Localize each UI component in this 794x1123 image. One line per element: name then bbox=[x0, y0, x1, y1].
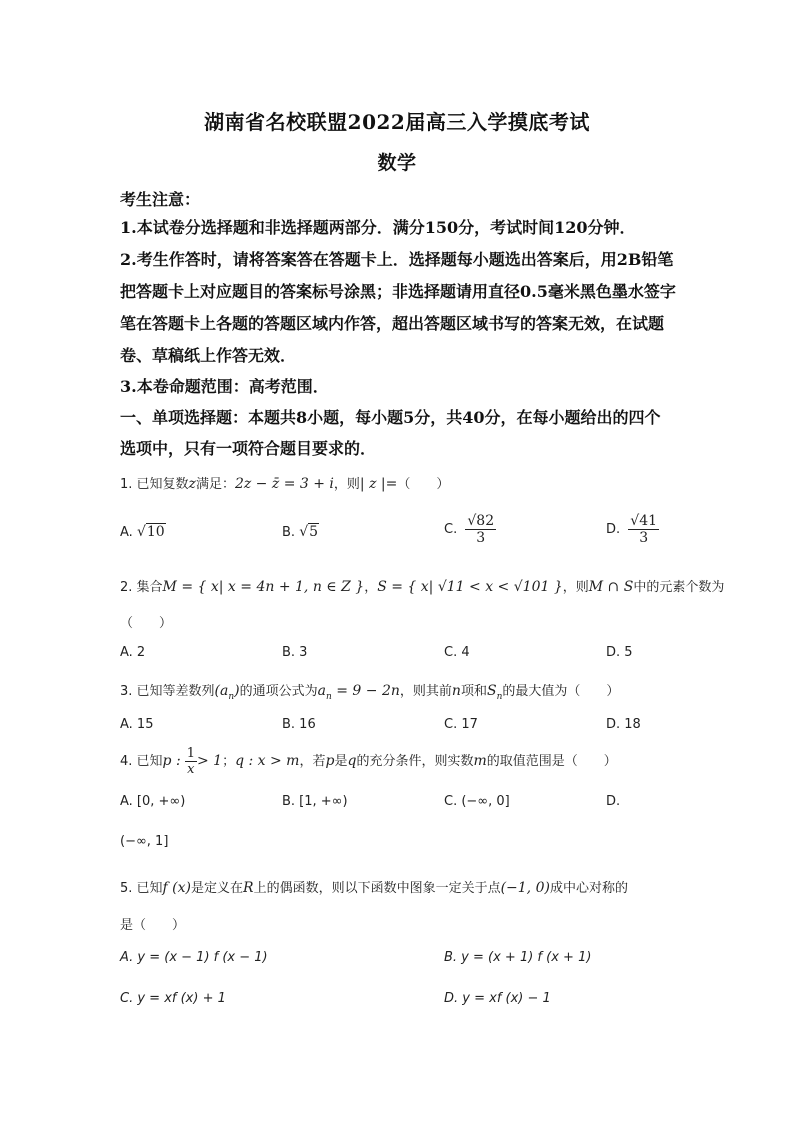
q2-option-c[interactable]: C. 4 bbox=[444, 645, 470, 660]
q4-option-d[interactable]: D. bbox=[606, 794, 621, 809]
set-s: S = { x| √11 < x < √101 } bbox=[377, 579, 563, 595]
denominator: 3 bbox=[476, 530, 486, 546]
var-z: z bbox=[188, 476, 196, 492]
radicand: 10 bbox=[146, 524, 165, 540]
q4-option-c[interactable]: C. (−∞, 0] bbox=[444, 794, 510, 809]
sub-n: n bbox=[496, 691, 503, 702]
q1-option-a[interactable] bbox=[120, 524, 166, 540]
q5-option-b[interactable]: B. y = (x + 1) f (x + 1) bbox=[444, 950, 592, 965]
option-label: A. bbox=[120, 525, 133, 540]
domain-r: R bbox=[243, 880, 254, 896]
q4-stem-text: 的充分条件，则实数 bbox=[356, 754, 474, 769]
q5-stem-text: 是定义在 bbox=[191, 881, 244, 896]
numerator: 1 bbox=[186, 746, 195, 761]
q4-stem bbox=[120, 746, 617, 777]
q1-equation: 2z − z̄ = 3 + i bbox=[234, 476, 334, 492]
q4-stem-text: ； bbox=[222, 754, 236, 769]
notice-item-2-line-1: 2.考生作答时，请将答案答在答题卡上．选择题每小题选出答案后，用2B铅笔 bbox=[120, 250, 674, 269]
q4-option-d-value[interactable]: (−∞, 1] bbox=[120, 834, 169, 849]
q3-stem bbox=[120, 680, 619, 702]
var-m: m bbox=[473, 753, 487, 769]
q5-stem-text: 成中心对称的 bbox=[549, 881, 628, 896]
q4-stem-text: ，若 bbox=[299, 754, 326, 769]
q4-stem-text: 的取值范围是（ ） bbox=[486, 754, 617, 769]
q2-option-a[interactable]: A. 2 bbox=[120, 645, 146, 660]
radicand: 5 bbox=[309, 524, 319, 540]
q1-paren: （ ） bbox=[397, 477, 450, 492]
var-p: p : bbox=[162, 753, 181, 769]
sum-sn: $S_n$ bbox=[486, 683, 503, 702]
numerator: √82 bbox=[467, 513, 495, 529]
q5-stem-text: 5. 已知 bbox=[120, 881, 163, 896]
q3-stem-text: ，则其前 bbox=[399, 684, 452, 699]
q1-option-c[interactable] bbox=[444, 513, 496, 546]
var-n: n bbox=[451, 683, 461, 699]
sqrt: √10 bbox=[136, 524, 165, 540]
general-term: $a_n = 9 - 2n$ bbox=[317, 683, 400, 702]
sqrt: √5 bbox=[299, 524, 319, 540]
option-label: C. bbox=[444, 522, 458, 537]
denominator: x bbox=[187, 762, 195, 777]
q3-stem-text: 的最大值为（ ） bbox=[502, 684, 620, 699]
intersection: M ∩ S bbox=[588, 579, 634, 595]
var-p: p bbox=[325, 753, 335, 769]
notice-item-2-line-3: 笔在答题卡上各题的答题区域内作答，超出答题区域书写的答案无效，在试题 bbox=[120, 314, 665, 333]
q2-stem-text: 中的元素个数为 bbox=[633, 580, 725, 595]
sub-n: n bbox=[326, 691, 332, 702]
q3-option-a[interactable]: A. 15 bbox=[120, 717, 154, 732]
q3-stem-text: 项和 bbox=[460, 684, 487, 699]
radicand: 41 bbox=[639, 513, 658, 529]
exam-title: 湖南省名校联盟2022届高三入学摸底考试 bbox=[204, 110, 590, 134]
q2-stem-text: 2. 集合 bbox=[120, 580, 163, 595]
radicand: 82 bbox=[476, 513, 495, 529]
numerator: √41 bbox=[630, 513, 658, 529]
notice-item-2-line-2: 把答题卡上对应题目的答案标号涂黑；非选择题请用直径0.5毫米黑色墨水签字 bbox=[120, 282, 676, 301]
q1-abs: | z |= bbox=[359, 476, 398, 492]
function-f: f (x) bbox=[162, 880, 191, 896]
var-q: q bbox=[347, 753, 357, 769]
q3-option-b[interactable]: B. 16 bbox=[282, 717, 316, 732]
q4-stem-text: 是 bbox=[334, 754, 348, 769]
q3-stem-text: 的通项公式为 bbox=[239, 684, 318, 699]
p-definition: > 1 bbox=[196, 753, 223, 769]
q1-stem-text: 满足： bbox=[195, 477, 235, 492]
q2-stem-text: ，则 bbox=[562, 580, 589, 595]
sub-n: n bbox=[228, 691, 235, 702]
q5-stem-cont: 是（ ） bbox=[120, 918, 186, 933]
formula: = 9 − 2n bbox=[336, 683, 400, 699]
denominator: 3 bbox=[639, 530, 649, 546]
center-point: (−1, 0) bbox=[500, 880, 550, 896]
q2-stem: 2. 集合M = { x| x = 4n + 1, n ∈ Z }，S = { x| √11 < x < √101 }，则M ∩ S中的元素个数为 bbox=[120, 579, 725, 595]
q5-stem-text: 上的偶函数，则以下函数中图象一定关于点 bbox=[253, 881, 501, 896]
q4-stem-text: 4. 已知 bbox=[120, 754, 163, 769]
subject-title: 数学 bbox=[377, 152, 417, 174]
option-label: D. bbox=[606, 522, 621, 537]
q4-option-b[interactable]: B. [1, +∞) bbox=[282, 794, 348, 809]
q2-paren: （ ） bbox=[120, 616, 173, 631]
q2-option-b[interactable]: B. 3 bbox=[282, 645, 308, 660]
q3-stem-text: 3. 已知等差数列 bbox=[120, 684, 215, 699]
notice-item-1: 1.本试卷分选择题和非选择题两部分．满分150分，考试时间120分钟． bbox=[120, 218, 636, 237]
q5-stem bbox=[120, 877, 628, 896]
option-label: B. bbox=[282, 525, 296, 540]
sequence: $(a_n)$ bbox=[214, 683, 240, 702]
q1-stem-text: 1. 已知复数 bbox=[120, 477, 189, 492]
q1-option-d[interactable] bbox=[606, 513, 659, 546]
q-definition: q : x > m bbox=[235, 753, 300, 769]
q2-option-d[interactable]: D. 5 bbox=[606, 645, 633, 660]
fraction bbox=[185, 746, 197, 777]
q1-stem-text: ，则 bbox=[333, 477, 360, 492]
notice-item-2-line-4: 卷、草稿纸上作答无效． bbox=[120, 346, 297, 365]
notice-item-3: 3.本卷命题范围：高考范围． bbox=[120, 377, 329, 396]
seq-open: (a bbox=[214, 683, 229, 699]
section-1-line-2: 选项中，只有一项符合题目要求的． bbox=[120, 439, 377, 458]
fraction bbox=[465, 513, 496, 546]
section-1-line-1: 一、单项选择题：本题共8小题，每小题5分，共40分，在每小题给出的四个 bbox=[120, 408, 661, 427]
q5-option-c[interactable]: C. y = xf (x) + 1 bbox=[120, 991, 226, 1006]
q3-option-c[interactable]: C. 17 bbox=[444, 717, 478, 732]
q1-stem bbox=[120, 473, 449, 492]
q1-option-b[interactable] bbox=[282, 524, 319, 540]
q3-option-d[interactable]: D. 18 bbox=[606, 717, 641, 732]
q5-option-d[interactable]: D. y = xf (x) − 1 bbox=[444, 991, 551, 1006]
q5-option-a[interactable]: A. y = (x − 1) f (x − 1) bbox=[120, 950, 268, 965]
notice-heading: 考生注意： bbox=[120, 190, 201, 209]
set-m: M = { x| x = 4n + 1, n ∈ Z } bbox=[162, 579, 365, 595]
q4-option-a[interactable]: A. [0, +∞) bbox=[120, 794, 186, 809]
fraction bbox=[628, 513, 659, 546]
